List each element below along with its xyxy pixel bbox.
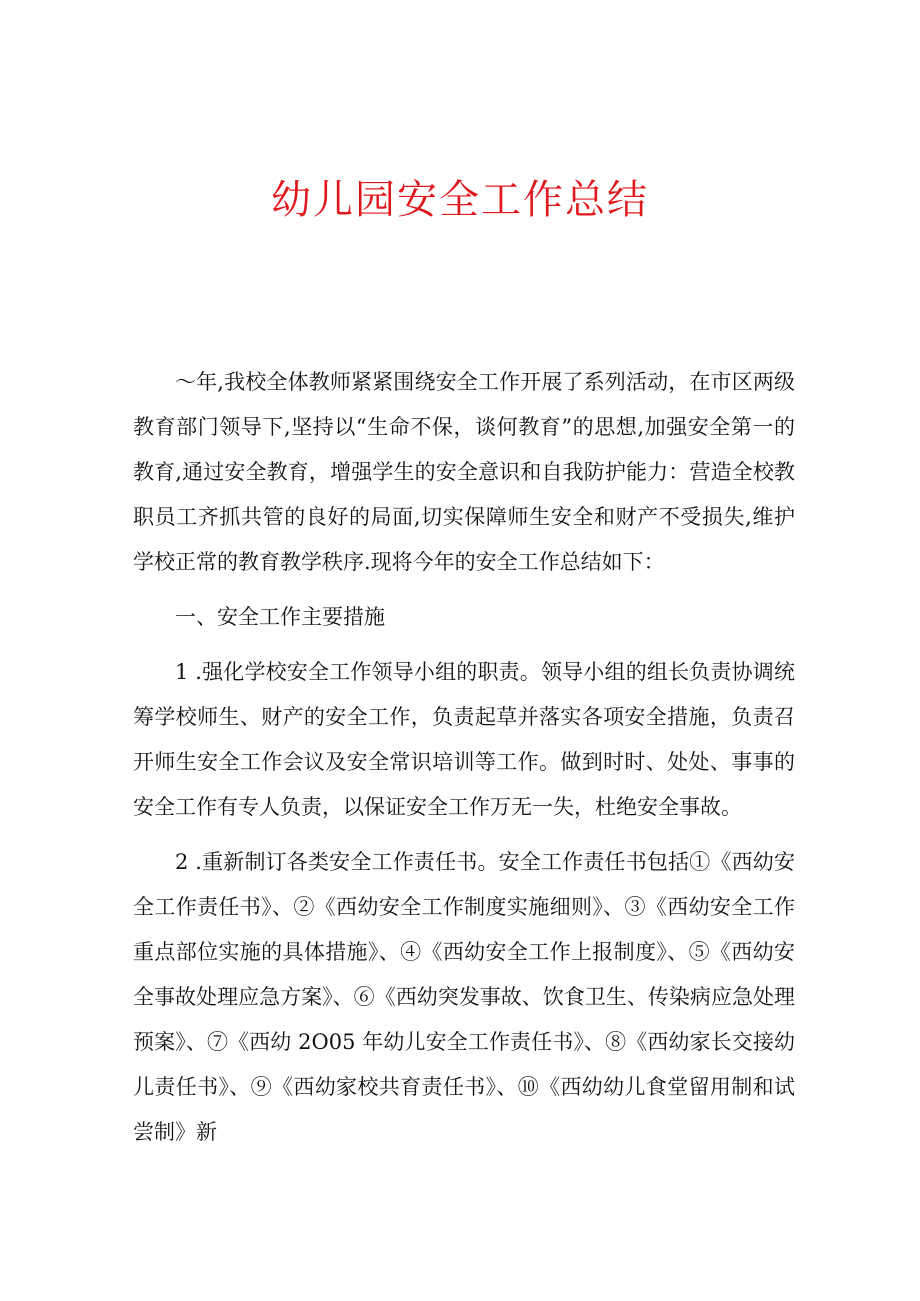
paragraph-item-1: 1 .强化学校安全工作领导小组的职责。领导小组的组长负责协调统筹学校师生、财产的安全工作，负责起草并落实各项安全措施，负责召开师生安全工作会议及安全常识培训等工作。做到时时、处处、事事的安全工作有专人负责，以保证安全工作万无一失，杜绝安全事故。 [133, 660, 795, 819]
section-heading-measures: 一、安全工作主要措施 [175, 605, 385, 629]
document-title: 幼儿园安全工作总结 [271, 177, 649, 223]
paragraph-item-2: 2 .重新制订各类安全工作责任书。安全工作责任书包括①《西幼安全工作责任书》、②《西幼安全工作制度实施细则》、③《西幼安全工作重点部位实施的具体措施》、④《西幼安全工作上报制度》、⑤《西幼安全事故处理应急方案》、⑥《西幼突发事故、饮食卫生、传染病应急处理预案》、⑦《西幼 2O05 年幼儿安全工作责任书》、⑧《西幼家长交接幼儿责任书》、⑨《西幼家校共育责任书》、⑩《西幼幼儿食堂留用制和试尝制》新 [133, 850, 795, 1144]
paragraph-intro: ～年,我校全体教师紧紧围绕安全工作开展了系列活动，在市区两级教育部门领导下,坚持以“生命不保，谈何教育”的思想,加强安全第一的教育,通过安全教育，增强学生的安全意识和自我防护能力：营造全校教职员工齐抓共管的良好的局面,切实保障师生安全和财产不受损失,维护学校正常的教育教学秩序.现将今年的安全工作总结如下： [133, 370, 795, 574]
document-body [133, 360, 795, 1165]
